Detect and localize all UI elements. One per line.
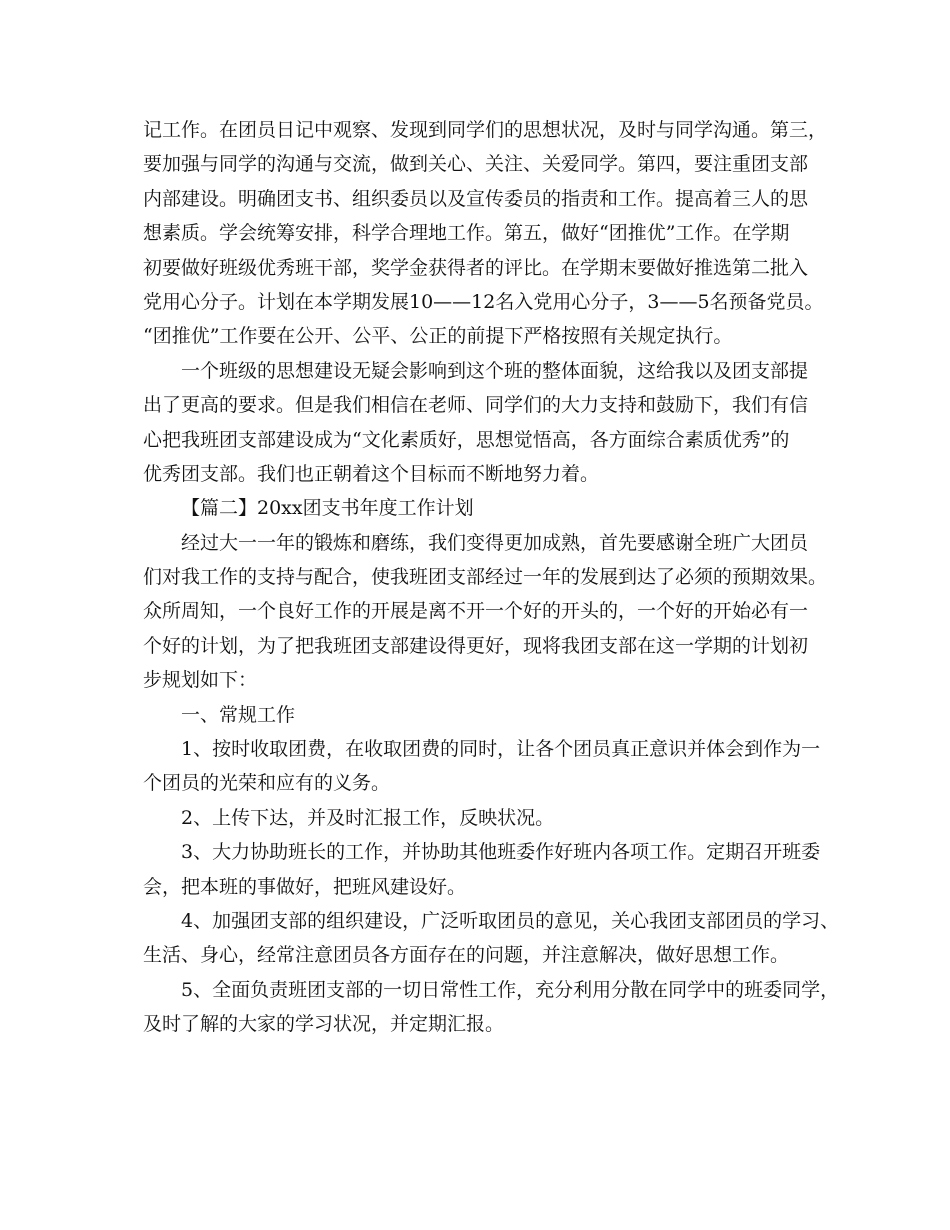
text-line: 心把我班团支部建设成为“文化素质好，思想觉悟高，各方面综合素质优秀”的 [143, 428, 790, 451]
paragraph-start-line: 一个班级的思想建设无疑会影响到这个班的整体面貌，这给我以及团支部提 [181, 359, 809, 382]
text-line: 个团员的光荣和应有的义务。 [143, 772, 391, 795]
subsection-heading: 一、常规工作 [181, 703, 296, 726]
text-line: “团推优”工作要在公开、公平、公正的前提下严格按照有关规定执行。 [143, 325, 733, 348]
text-line: 众所周知，一个良好工作的开展是离不开一个好的开头的，一个好的开始必有一 [143, 600, 809, 623]
text-line: 步规划如下： [143, 669, 258, 692]
text-line: 想素质。学会统筹安排，科学合理地工作。第五，做好“团推优”工作。在学期 [143, 222, 790, 245]
text-line: 个好的计划，为了把我班团支部建设得更好，现将我团支部在这一学期的计划初 [143, 634, 809, 657]
list-item-start: 1、按时收取团费，在收取团费的同时，让各个团员真正意识并体会到作为一 [181, 738, 821, 761]
list-item-start: 2、上传下达，并及时汇报工作，反映状况。 [181, 806, 555, 829]
text-line: 们对我工作的支持与配合，使我班团支部经过一年的发展到达了必须的预期效果。 [143, 566, 828, 589]
text-line: 会，把本班的事做好，把班风建设好。 [143, 875, 467, 898]
text-line: 记工作。在团员日记中观察、发现到同学们的思想状况，及时与同学沟通。第三， [143, 119, 828, 141]
text-line: 优秀团支部。我们也正朝着这个目标而不断地努力着。 [143, 462, 600, 485]
text-line: 内部建设。明确团支书、组织委员以及宣传委员的指责和工作。提高着三人的思 [143, 187, 809, 210]
text-line: 及时了解的大家的学习状况，并定期汇报。 [143, 1013, 505, 1036]
list-item-start: 3、大力协助班长的工作，并协助其他班委作好班内各项工作。定期召开班委 [181, 841, 821, 864]
text-line: 党用心分子。计划在本学期发展10——12名入党用心分子，3——5名预备党员。 [143, 290, 824, 313]
list-item-start: 4、加强团支部的组织建设，广泛听取团员的意见，关心我团支部团员的学习、 [181, 909, 840, 932]
list-item-start: 5、全面负责班团支部的一切日常性工作，充分利用分散在同学中的班委同学， [181, 978, 840, 1001]
text-line: 出了更高的要求。但是我们相信在老师、同学们的大力支持和鼓励下，我们有信 [143, 394, 809, 417]
text-line: 生活、身心，经常注意团员各方面存在的问题，并注意解决，做好思想工作。 [143, 944, 790, 967]
text-line: 初要做好班级优秀班干部，奖学金获得者的评比。在学期末要做好推选第二批入 [143, 256, 809, 279]
section-heading: 【篇二】20xx团支书年度工作计划 [181, 497, 474, 520]
text-line: 要加强与同学的沟通与交流，做到关心、关注、关爱同学。第四，要注重团支部 [143, 153, 809, 176]
paragraph-start-line: 经过大一一年的锻炼和磨练，我们变得更加成熟，首先要感谢全班广大团员 [181, 531, 809, 554]
document-body [143, 113, 840, 1042]
